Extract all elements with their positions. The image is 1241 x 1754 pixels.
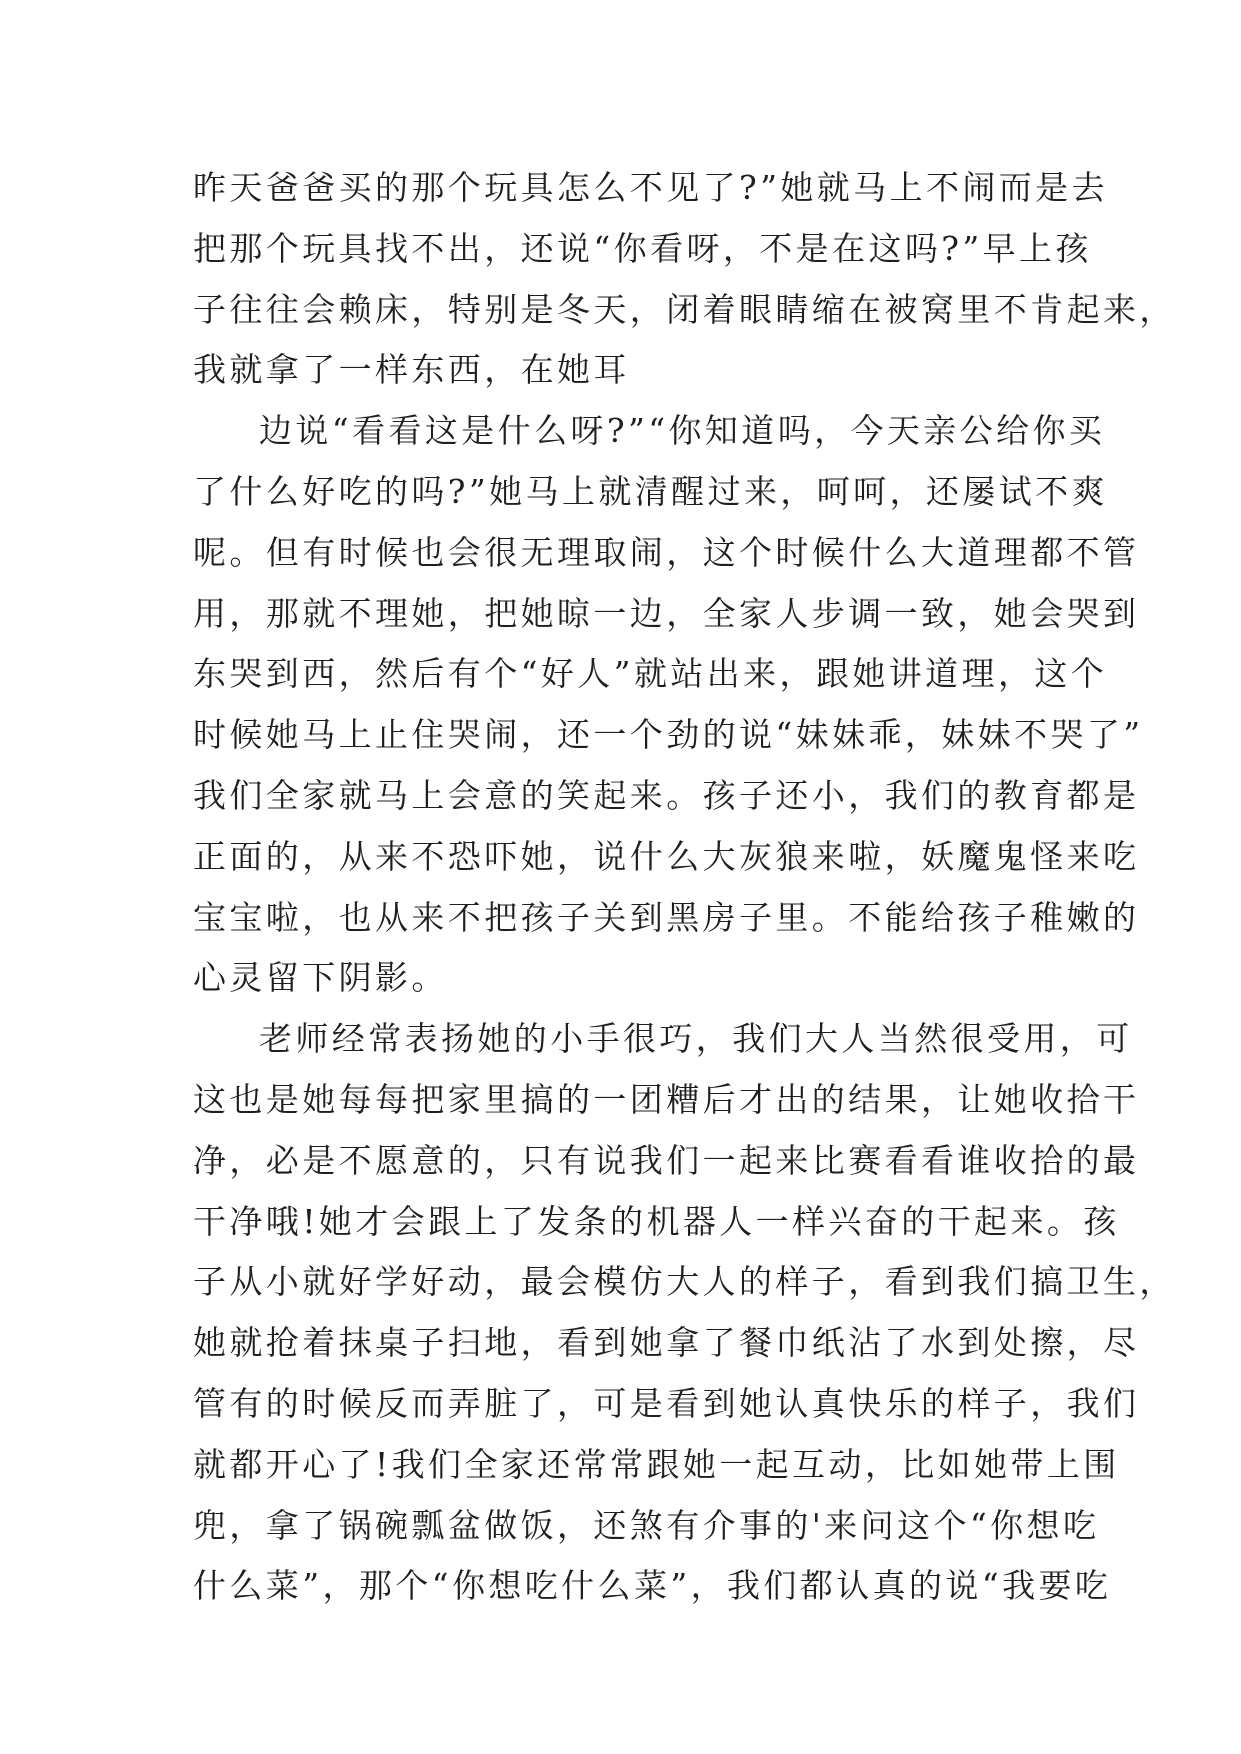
text-line: 兜，拿了锅碗瓢盆做饭，还煞有介事的'来问这个“你想吃 xyxy=(193,1505,1100,1545)
text-line: 时候她马上止住哭闹，还一个劲的说“妹妹乖，妹妹不哭了” xyxy=(193,715,1144,755)
text-line: 宝宝啦，也从来不把孩子关到黑房子里。不能给孩子稚嫩的 xyxy=(193,897,1140,937)
text-line: 什么菜”，那个“你想吃什么菜”，我们都认真的说“我要吃 xyxy=(193,1566,1112,1606)
text-line: 把那个玩具找不出，还说“你看呀，不是在这吗?”早上孩 xyxy=(193,228,1092,268)
text-line: 干净哦!她才会跟上了发条的机器人一样兴奋的干起来。孩 xyxy=(193,1201,1120,1241)
text-line: 这也是她每每把家里搞的一团糟后才出的结果，让她收拾干 xyxy=(193,1079,1140,1119)
text-line: 正面的，从来不恐吓她，说什么大灰狼来啦，妖魔鬼怪来吃 xyxy=(193,836,1140,876)
text-line: 昨天爸爸买的那个玩具怎么不见了?”她就马上不闹而是去 xyxy=(193,168,1108,207)
text-line: 老师经常表扬她的小手很巧，我们大人当然很受用，可 xyxy=(259,1019,1133,1059)
text-line: 了什么好吃的吗?”她马上就清醒过来，呵呵，还屡试不爽 xyxy=(193,471,1108,511)
text-line: 净，必是不愿意的，只有说我们一起来比赛看看谁收拾的最 xyxy=(193,1140,1140,1180)
text-line: 管有的时候反而弄脏了，可是看到她认真快乐的样子，我们 xyxy=(193,1383,1140,1423)
text-line: 我就拿了一样东西，在她耳 xyxy=(193,350,630,390)
text-line: 心灵留下阴影。 xyxy=(193,958,448,998)
text-line: 子往往会赖床，特别是冬天，闭着眼睛缩在被窝里不肯起来， xyxy=(193,289,1176,329)
text-line: 呢。但有时候也会很无理取闹，这个时候什么大道理都不管 xyxy=(193,532,1140,572)
text-line: 就都开心了!我们全家还常常跟她一起互动，比如她带上围 xyxy=(193,1444,1120,1484)
text-line: 子从小就好学好动，最会模仿大人的样子，看到我们搞卫生， xyxy=(193,1262,1176,1302)
body-text xyxy=(193,158,1176,1617)
text-line: 用，那就不理她，把她晾一边，全家人步调一致，她会哭到 xyxy=(193,593,1140,633)
text-line: 我们全家就马上会意的笑起来。孩子还小，我们的教育都是 xyxy=(193,775,1140,815)
text-line: 东哭到西，然后有个“好人”就站出来，跟她讲道理，这个 xyxy=(193,654,1108,694)
text-line: 她就抢着抹桌子扫地，看到她拿了餐巾纸沾了水到处擦，尽 xyxy=(193,1323,1140,1363)
text-line: 边说“看看这是什么呀?”“你知道吗，今天亲公给你买 xyxy=(259,411,1106,451)
